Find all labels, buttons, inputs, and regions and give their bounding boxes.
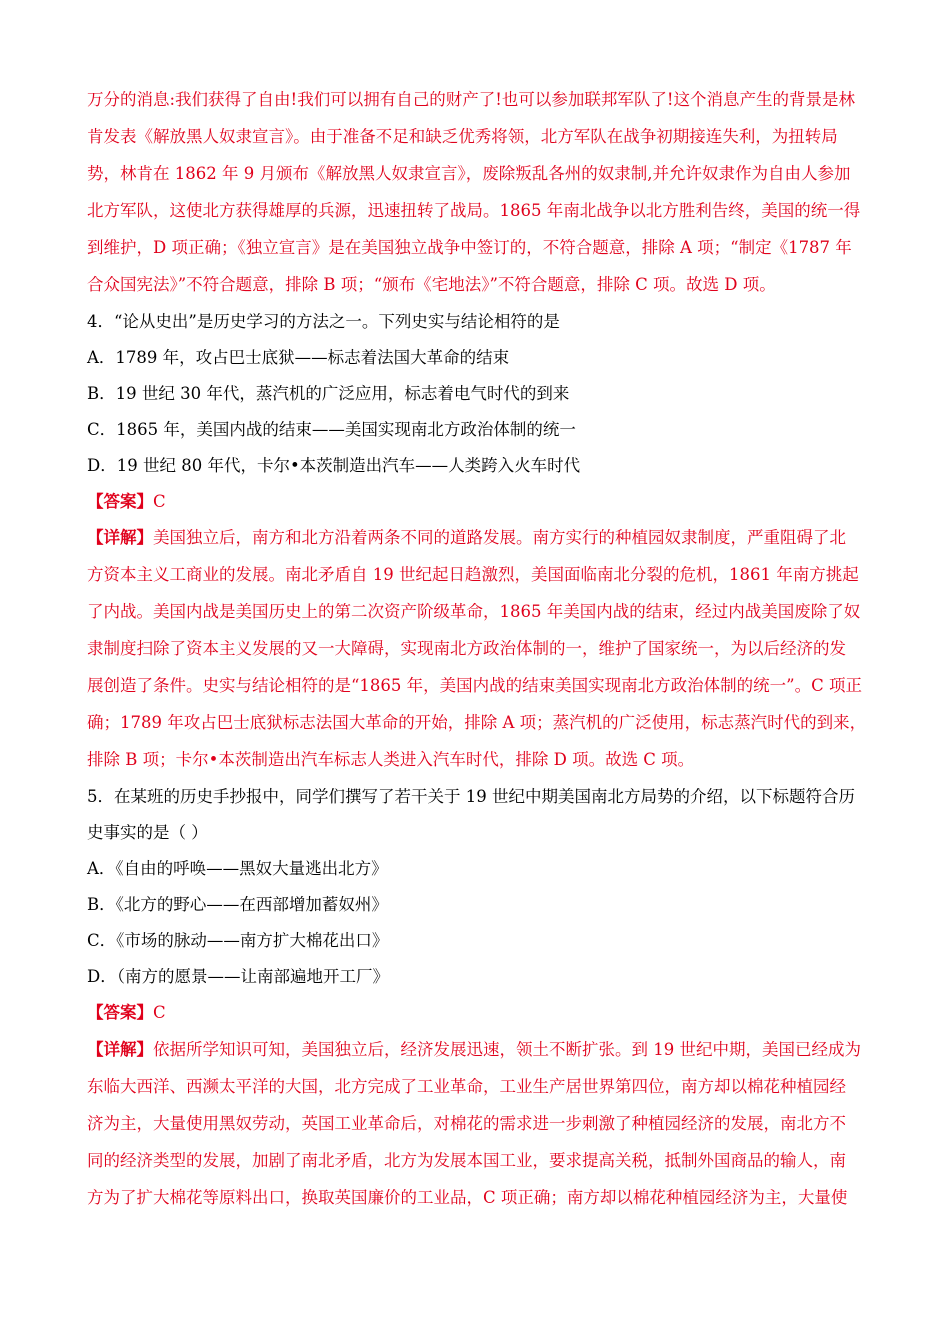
- q4-explanation-line: 展创造了条件。史实与结论相符的是“1865 年，美国内战的结束美国实现南北方政治体制的统一”。C 项正: [87, 676, 862, 695]
- q4-explanation-line: 方资本主义工商业的发展。南北矛盾自 19 世纪起日趋激烈，美国面临南北分裂的危机，1861 年南方挑起: [87, 565, 859, 584]
- explanation-tag: 【详解】: [87, 528, 153, 547]
- answer-value: C: [153, 1003, 166, 1022]
- answer-tag: 【答案】: [87, 1003, 153, 1022]
- q5-option-c: C．《市场的脉动——南方扩大棉花出口》: [87, 931, 389, 950]
- q5-explanation-line: 方为了扩大棉花等原料出口，换取英国廉价的工业品，C 项正确；南方却以棉花种植园经济为主，大量使: [87, 1188, 848, 1207]
- q5-stem: 5．在某班的历史手抄报中，同学们撰写了若干关于 19 世纪中期美国南北方局势的介绍，以下标题符合历: [87, 787, 855, 806]
- q4-answer: [87, 491, 877, 513]
- q4-explanation-line: [87, 527, 877, 549]
- q3-explanation-line: 肯发表《解放黑人奴隶宣言》。由于准备不足和缺乏优秀将领，北方军队在战争初期接连失利，为扭转局: [87, 127, 838, 146]
- q3-explanation-line: 势，林肯在 1862 年 9 月颁布《解放黑人奴隶宣言》，废除叛乱各州的奴隶制,并允许奴隶作为自由人参加: [87, 164, 851, 183]
- q3-explanation-line: 北方军队，这使北方获得雄厚的兵源，迅速扭转了战局。1865 年南北战争以北方胜利告终，美国的统一得: [87, 201, 861, 220]
- q5-explanation-line: 济为主，大量使用黑奴劳动，英国工业革命后，对棉花的需求进一步刺激了种植园经济的发展，南北方不: [87, 1114, 846, 1133]
- explanation-tag: 【详解】: [87, 1040, 153, 1059]
- answer-tag: 【答案】: [87, 492, 153, 511]
- q5-answer: [87, 1002, 877, 1024]
- q5-option-a: A．《自由的呼唤——黑奴大量逃出北方》: [87, 859, 388, 878]
- q5-explanation-line: 东临大西洋、西濒太平洋的大国，北方完成了工业革命，工业生产居世界第四位，南方却以棉花种植园经: [87, 1077, 846, 1096]
- q4-option-d: D．19 世纪 80 年代，卡尔•本茨制造出汽车——人类跨入火车时代: [87, 456, 581, 475]
- explanation-text: 美国独立后，南方和北方沿着两条不同的道路发展。南方实行的种植园奴隶制度，严重阻碍了北: [153, 528, 846, 547]
- q5-option-d: D．（南方的愿景——让南部遍地开工厂》: [87, 967, 389, 986]
- q4-option-b: B．19 世纪 30 年代，蒸汽机的广泛应用，标志着电气时代的到来: [87, 384, 570, 403]
- q5-explanation-line: [87, 1039, 877, 1061]
- q4-option-a: A．1789 年，攻占巴士底狱——标志着法国大革命的结束: [87, 348, 510, 367]
- q4-stem: 4．“论从史出”是历史学习的方法之一。下列史实与结论相符的是: [87, 312, 560, 331]
- q5-stem: 史事实的是（ ）: [87, 823, 208, 842]
- q4-explanation-line: 确；1789 年攻占巴士底狱标志法国大革命的开始，排除 A 项；蒸汽机的广泛使用，标志蒸汽时代的到来，: [87, 713, 867, 732]
- q5-explanation-line: 同的经济类型的发展，加剧了南北矛盾，北方为发展本国工业，要求提高关税，抵制外国商品的输人，南: [87, 1151, 846, 1170]
- q5-option-b: B．《北方的野心——在西部增加蓄奴州》: [87, 895, 388, 914]
- q4-explanation-line: 排除 B 项；卡尔•本茨制造出汽车标志人类进入汽车时代，排除 D 项。故选 C 项。: [87, 750, 695, 769]
- q4-explanation-line: 隶制度扫除了资本主义发展的又一大障碍，实现南北方政治体制的一，维护了国家统一，为以后经济的发: [87, 639, 846, 658]
- q3-explanation-line: 到维护，D 项正确；《独立宣言》是在美国独立战争中签订的，不符合题意，排除 A 项；“制定《1787 年: [87, 238, 852, 257]
- q3-explanation-line: 合众国宪法》”不符合题意，排除 B 项；“颁布《宅地法》”不符合题意，排除 C 项。故选 D 项。: [87, 275, 776, 294]
- q4-option-c: C．1865 年，美国内战的结束——美国实现南北方政治体制的统一: [87, 420, 576, 439]
- answer-value: C: [153, 492, 166, 511]
- explanation-text: 依据所学知识可知，美国独立后，经济发展迅速，领土不断扩张。到 19 世纪中期，美国已经成为: [153, 1040, 861, 1059]
- q3-explanation-line: 万分的消息:我们获得了自由!我们可以拥有自己的财产了!也可以参加联邦军队了!这个消息产生的背景是林: [87, 90, 855, 109]
- q4-explanation-line: 了内战。美国内战是美国历史上的第二次资产阶级革命，1865 年美国内战的结束，经过内战美国废除了奴: [87, 602, 861, 621]
